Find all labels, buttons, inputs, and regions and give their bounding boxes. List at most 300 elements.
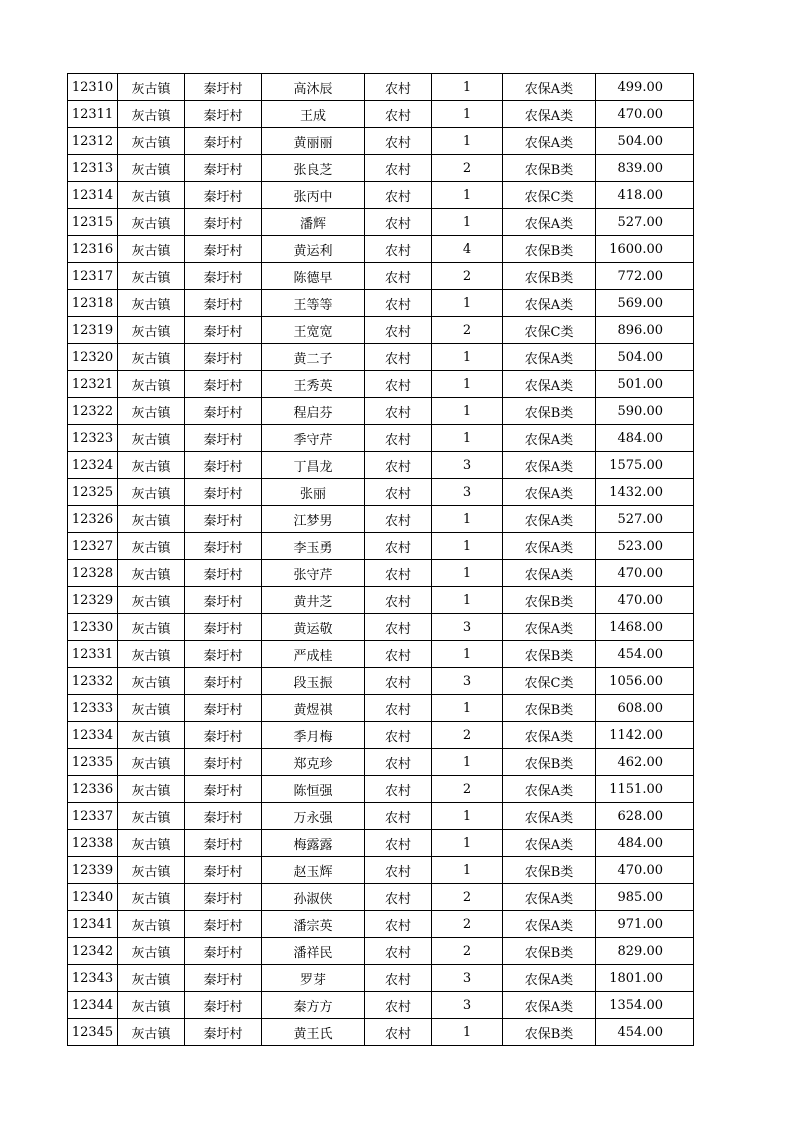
insurance-class-cell: 农保A类 [503, 74, 596, 101]
household-count-cell: 2 [432, 155, 503, 182]
area-type-cell: 农村 [365, 938, 432, 965]
record-number-cell: 12338 [68, 830, 118, 857]
table-row [68, 965, 694, 992]
insurance-class-cell: 农保B类 [503, 641, 596, 668]
record-number-cell: 12322 [68, 398, 118, 425]
area-type-cell: 农村 [365, 506, 432, 533]
record-number-cell: 12329 [68, 587, 118, 614]
table-row [68, 641, 694, 668]
insurance-class-cell: 农保B类 [503, 1019, 596, 1046]
village-name-cell: 秦圩村 [185, 317, 262, 344]
amount-cell: 590.00 [596, 398, 694, 425]
record-number-cell: 12319 [68, 317, 118, 344]
table-row [68, 236, 694, 263]
table-row [68, 884, 694, 911]
record-number-cell: 12317 [68, 263, 118, 290]
amount-cell: 504.00 [596, 128, 694, 155]
record-number-cell: 12342 [68, 938, 118, 965]
table-row [68, 992, 694, 1019]
household-count-cell: 3 [432, 668, 503, 695]
town-name-cell: 灰古镇 [118, 452, 185, 479]
person-name-cell: 秦方方 [262, 992, 365, 1019]
village-name-cell: 秦圩村 [185, 857, 262, 884]
table-row [68, 344, 694, 371]
insurance-class-cell: 农保A类 [503, 533, 596, 560]
amount-cell: 462.00 [596, 749, 694, 776]
village-name-cell: 秦圩村 [185, 803, 262, 830]
town-name-cell: 灰古镇 [118, 965, 185, 992]
household-count-cell: 1 [432, 344, 503, 371]
household-count-cell: 1 [432, 695, 503, 722]
person-name-cell: 黄二子 [262, 344, 365, 371]
town-name-cell: 灰古镇 [118, 479, 185, 506]
household-count-cell: 2 [432, 884, 503, 911]
village-name-cell: 秦圩村 [185, 371, 262, 398]
insurance-class-cell: 农保A类 [503, 722, 596, 749]
area-type-cell: 农村 [365, 884, 432, 911]
insurance-class-cell: 农保A类 [503, 803, 596, 830]
person-name-cell: 万永强 [262, 803, 365, 830]
town-name-cell: 灰古镇 [118, 317, 185, 344]
record-number-cell: 12316 [68, 236, 118, 263]
household-count-cell: 1 [432, 101, 503, 128]
area-type-cell: 农村 [365, 479, 432, 506]
area-type-cell: 农村 [365, 371, 432, 398]
person-name-cell: 丁昌龙 [262, 452, 365, 479]
table-row [68, 830, 694, 857]
table-row [68, 560, 694, 587]
table-row [68, 290, 694, 317]
record-number-cell: 12335 [68, 749, 118, 776]
household-count-cell: 1 [432, 533, 503, 560]
insurance-class-cell: 农保A类 [503, 884, 596, 911]
record-number-cell: 12343 [68, 965, 118, 992]
area-type-cell: 农村 [365, 776, 432, 803]
village-name-cell: 秦圩村 [185, 263, 262, 290]
village-name-cell: 秦圩村 [185, 776, 262, 803]
village-name-cell: 秦圩村 [185, 1019, 262, 1046]
table-row [68, 938, 694, 965]
person-name-cell: 梅露露 [262, 830, 365, 857]
amount-cell: 1468.00 [596, 614, 694, 641]
table-row [68, 479, 694, 506]
table-row [68, 317, 694, 344]
area-type-cell: 农村 [365, 263, 432, 290]
town-name-cell: 灰古镇 [118, 155, 185, 182]
household-count-cell: 3 [432, 479, 503, 506]
table-row [68, 425, 694, 452]
area-type-cell: 农村 [365, 398, 432, 425]
village-name-cell: 秦圩村 [185, 209, 262, 236]
household-count-cell: 4 [432, 236, 503, 263]
record-number-cell: 12337 [68, 803, 118, 830]
insurance-class-cell: 农保A类 [503, 479, 596, 506]
record-number-cell: 12318 [68, 290, 118, 317]
household-count-cell: 1 [432, 641, 503, 668]
area-type-cell: 农村 [365, 209, 432, 236]
household-count-cell: 1 [432, 830, 503, 857]
household-count-cell: 2 [432, 317, 503, 344]
town-name-cell: 灰古镇 [118, 182, 185, 209]
insurance-class-cell: 农保A类 [503, 830, 596, 857]
person-name-cell: 黄煜祺 [262, 695, 365, 722]
person-name-cell: 罗芽 [262, 965, 365, 992]
town-name-cell: 灰古镇 [118, 263, 185, 290]
area-type-cell: 农村 [365, 614, 432, 641]
table-row [68, 128, 694, 155]
table-row [68, 803, 694, 830]
table-row [68, 452, 694, 479]
person-name-cell: 王等等 [262, 290, 365, 317]
person-name-cell: 孙淑侠 [262, 884, 365, 911]
record-number-cell: 12315 [68, 209, 118, 236]
village-name-cell: 秦圩村 [185, 344, 262, 371]
town-name-cell: 灰古镇 [118, 74, 185, 101]
insurance-class-cell: 农保B类 [503, 587, 596, 614]
household-count-cell: 2 [432, 263, 503, 290]
area-type-cell: 农村 [365, 560, 432, 587]
area-type-cell: 农村 [365, 425, 432, 452]
town-name-cell: 灰古镇 [118, 641, 185, 668]
household-count-cell: 1 [432, 398, 503, 425]
insurance-class-cell: 农保A类 [503, 425, 596, 452]
amount-cell: 523.00 [596, 533, 694, 560]
record-number-cell: 12323 [68, 425, 118, 452]
table-row [68, 506, 694, 533]
household-count-cell: 1 [432, 209, 503, 236]
record-number-cell: 12325 [68, 479, 118, 506]
village-name-cell: 秦圩村 [185, 749, 262, 776]
town-name-cell: 灰古镇 [118, 749, 185, 776]
insurance-class-cell: 农保B类 [503, 857, 596, 884]
insurance-class-cell: 农保C类 [503, 668, 596, 695]
area-type-cell: 农村 [365, 74, 432, 101]
insurance-class-cell: 农保B类 [503, 398, 596, 425]
area-type-cell: 农村 [365, 641, 432, 668]
amount-cell: 985.00 [596, 884, 694, 911]
village-name-cell: 秦圩村 [185, 695, 262, 722]
village-name-cell: 秦圩村 [185, 884, 262, 911]
table-row [68, 398, 694, 425]
record-number-cell: 12327 [68, 533, 118, 560]
person-name-cell: 李玉勇 [262, 533, 365, 560]
amount-cell: 1575.00 [596, 452, 694, 479]
person-name-cell: 程启芬 [262, 398, 365, 425]
town-name-cell: 灰古镇 [118, 668, 185, 695]
town-name-cell: 灰古镇 [118, 722, 185, 749]
insurance-class-cell: 农保C类 [503, 317, 596, 344]
person-name-cell: 高沐辰 [262, 74, 365, 101]
person-name-cell: 季月梅 [262, 722, 365, 749]
village-name-cell: 秦圩村 [185, 911, 262, 938]
town-name-cell: 灰古镇 [118, 533, 185, 560]
record-number-cell: 12336 [68, 776, 118, 803]
amount-cell: 1056.00 [596, 668, 694, 695]
town-name-cell: 灰古镇 [118, 371, 185, 398]
town-name-cell: 灰古镇 [118, 614, 185, 641]
amount-cell: 418.00 [596, 182, 694, 209]
record-number-cell: 12312 [68, 128, 118, 155]
town-name-cell: 灰古镇 [118, 992, 185, 1019]
table-row [68, 101, 694, 128]
town-name-cell: 灰古镇 [118, 101, 185, 128]
household-count-cell: 1 [432, 182, 503, 209]
town-name-cell: 灰古镇 [118, 830, 185, 857]
table-row [68, 263, 694, 290]
insurance-class-cell: 农保A类 [503, 614, 596, 641]
person-name-cell: 潘宗英 [262, 911, 365, 938]
person-name-cell: 黄王氏 [262, 1019, 365, 1046]
town-name-cell: 灰古镇 [118, 803, 185, 830]
town-name-cell: 灰古镇 [118, 560, 185, 587]
village-name-cell: 秦圩村 [185, 938, 262, 965]
table-row [68, 614, 694, 641]
amount-cell: 499.00 [596, 74, 694, 101]
table-row [68, 587, 694, 614]
household-count-cell: 2 [432, 911, 503, 938]
insurance-class-cell: 农保A类 [503, 101, 596, 128]
insurance-class-cell: 农保B类 [503, 263, 596, 290]
insurance-class-cell: 农保B类 [503, 695, 596, 722]
area-type-cell: 农村 [365, 749, 432, 776]
area-type-cell: 农村 [365, 236, 432, 263]
table-row [68, 722, 694, 749]
town-name-cell: 灰古镇 [118, 884, 185, 911]
amount-cell: 484.00 [596, 830, 694, 857]
village-name-cell: 秦圩村 [185, 479, 262, 506]
insurance-class-cell: 农保A类 [503, 344, 596, 371]
area-type-cell: 农村 [365, 155, 432, 182]
town-name-cell: 灰古镇 [118, 938, 185, 965]
town-name-cell: 灰古镇 [118, 236, 185, 263]
area-type-cell: 农村 [365, 101, 432, 128]
village-name-cell: 秦圩村 [185, 722, 262, 749]
table-row [68, 209, 694, 236]
area-type-cell: 农村 [365, 965, 432, 992]
record-number-cell: 12341 [68, 911, 118, 938]
record-number-cell: 12331 [68, 641, 118, 668]
household-count-cell: 1 [432, 425, 503, 452]
record-number-cell: 12311 [68, 101, 118, 128]
record-number-cell: 12330 [68, 614, 118, 641]
household-count-cell: 1 [432, 1019, 503, 1046]
area-type-cell: 农村 [365, 695, 432, 722]
village-name-cell: 秦圩村 [185, 560, 262, 587]
household-count-cell: 1 [432, 749, 503, 776]
amount-cell: 470.00 [596, 101, 694, 128]
person-name-cell: 黄运利 [262, 236, 365, 263]
area-type-cell: 农村 [365, 290, 432, 317]
table-row [68, 749, 694, 776]
insurance-class-cell: 农保A类 [503, 560, 596, 587]
area-type-cell: 农村 [365, 911, 432, 938]
household-count-cell: 1 [432, 803, 503, 830]
village-name-cell: 秦圩村 [185, 668, 262, 695]
village-name-cell: 秦圩村 [185, 425, 262, 452]
town-name-cell: 灰古镇 [118, 398, 185, 425]
record-number-cell: 12332 [68, 668, 118, 695]
village-name-cell: 秦圩村 [185, 830, 262, 857]
village-name-cell: 秦圩村 [185, 614, 262, 641]
records-table [67, 73, 694, 1046]
person-name-cell: 严成桂 [262, 641, 365, 668]
record-number-cell: 12321 [68, 371, 118, 398]
area-type-cell: 农村 [365, 803, 432, 830]
town-name-cell: 灰古镇 [118, 290, 185, 317]
record-number-cell: 12345 [68, 1019, 118, 1046]
town-name-cell: 灰古镇 [118, 587, 185, 614]
insurance-class-cell: 农保A类 [503, 992, 596, 1019]
town-name-cell: 灰古镇 [118, 776, 185, 803]
area-type-cell: 农村 [365, 533, 432, 560]
insurance-class-cell: 农保B类 [503, 236, 596, 263]
amount-cell: 454.00 [596, 641, 694, 668]
household-count-cell: 1 [432, 857, 503, 884]
person-name-cell: 王成 [262, 101, 365, 128]
table-row [68, 776, 694, 803]
amount-cell: 569.00 [596, 290, 694, 317]
record-number-cell: 12334 [68, 722, 118, 749]
household-count-cell: 1 [432, 290, 503, 317]
village-name-cell: 秦圩村 [185, 452, 262, 479]
amount-cell: 896.00 [596, 317, 694, 344]
household-count-cell: 1 [432, 506, 503, 533]
table-row [68, 857, 694, 884]
person-name-cell: 张守芹 [262, 560, 365, 587]
village-name-cell: 秦圩村 [185, 506, 262, 533]
record-number-cell: 12340 [68, 884, 118, 911]
record-number-cell: 12320 [68, 344, 118, 371]
amount-cell: 470.00 [596, 587, 694, 614]
insurance-class-cell: 农保B类 [503, 155, 596, 182]
household-count-cell: 1 [432, 128, 503, 155]
amount-cell: 1151.00 [596, 776, 694, 803]
village-name-cell: 秦圩村 [185, 74, 262, 101]
person-name-cell: 张良芝 [262, 155, 365, 182]
record-number-cell: 12324 [68, 452, 118, 479]
table-row [68, 533, 694, 560]
person-name-cell: 王秀英 [262, 371, 365, 398]
amount-cell: 1432.00 [596, 479, 694, 506]
insurance-class-cell: 农保A类 [503, 776, 596, 803]
record-number-cell: 12310 [68, 74, 118, 101]
amount-cell: 484.00 [596, 425, 694, 452]
town-name-cell: 灰古镇 [118, 506, 185, 533]
person-name-cell: 潘祥民 [262, 938, 365, 965]
table-row [68, 155, 694, 182]
town-name-cell: 灰古镇 [118, 911, 185, 938]
person-name-cell: 江梦男 [262, 506, 365, 533]
village-name-cell: 秦圩村 [185, 992, 262, 1019]
record-number-cell: 12313 [68, 155, 118, 182]
record-number-cell: 12333 [68, 695, 118, 722]
village-name-cell: 秦圩村 [185, 290, 262, 317]
household-count-cell: 3 [432, 992, 503, 1019]
records-body [68, 74, 694, 1046]
area-type-cell: 农村 [365, 1019, 432, 1046]
table-row [68, 911, 694, 938]
amount-cell: 1354.00 [596, 992, 694, 1019]
village-name-cell: 秦圩村 [185, 398, 262, 425]
area-type-cell: 农村 [365, 857, 432, 884]
amount-cell: 1600.00 [596, 236, 694, 263]
amount-cell: 608.00 [596, 695, 694, 722]
table-row [68, 1019, 694, 1046]
village-name-cell: 秦圩村 [185, 236, 262, 263]
insurance-class-cell: 农保B类 [503, 938, 596, 965]
insurance-class-cell: 农保A类 [503, 371, 596, 398]
household-count-cell: 3 [432, 965, 503, 992]
record-number-cell: 12339 [68, 857, 118, 884]
village-name-cell: 秦圩村 [185, 101, 262, 128]
household-count-cell: 1 [432, 587, 503, 614]
amount-cell: 501.00 [596, 371, 694, 398]
amount-cell: 527.00 [596, 209, 694, 236]
household-count-cell: 2 [432, 776, 503, 803]
area-type-cell: 农村 [365, 128, 432, 155]
person-name-cell: 郑克珍 [262, 749, 365, 776]
table-row [68, 668, 694, 695]
town-name-cell: 灰古镇 [118, 209, 185, 236]
person-name-cell: 黄丽丽 [262, 128, 365, 155]
table-row [68, 74, 694, 101]
person-name-cell: 张丙中 [262, 182, 365, 209]
household-count-cell: 3 [432, 614, 503, 641]
household-count-cell: 2 [432, 722, 503, 749]
amount-cell: 839.00 [596, 155, 694, 182]
table-row [68, 182, 694, 209]
insurance-class-cell: 农保B类 [503, 749, 596, 776]
person-name-cell: 季守芹 [262, 425, 365, 452]
area-type-cell: 农村 [365, 587, 432, 614]
amount-cell: 470.00 [596, 857, 694, 884]
person-name-cell: 张丽 [262, 479, 365, 506]
household-count-cell: 1 [432, 74, 503, 101]
insurance-class-cell: 农保A类 [503, 290, 596, 317]
village-name-cell: 秦圩村 [185, 182, 262, 209]
amount-cell: 470.00 [596, 560, 694, 587]
amount-cell: 628.00 [596, 803, 694, 830]
area-type-cell: 农村 [365, 344, 432, 371]
village-name-cell: 秦圩村 [185, 155, 262, 182]
village-name-cell: 秦圩村 [185, 128, 262, 155]
area-type-cell: 农村 [365, 668, 432, 695]
amount-cell: 971.00 [596, 911, 694, 938]
town-name-cell: 灰古镇 [118, 425, 185, 452]
person-name-cell: 黄运敬 [262, 614, 365, 641]
area-type-cell: 农村 [365, 452, 432, 479]
record-number-cell: 12328 [68, 560, 118, 587]
town-name-cell: 灰古镇 [118, 1019, 185, 1046]
person-name-cell: 赵玉辉 [262, 857, 365, 884]
insurance-class-cell: 农保A类 [503, 506, 596, 533]
amount-cell: 1801.00 [596, 965, 694, 992]
record-number-cell: 12314 [68, 182, 118, 209]
town-name-cell: 灰古镇 [118, 857, 185, 884]
amount-cell: 1142.00 [596, 722, 694, 749]
household-count-cell: 1 [432, 371, 503, 398]
person-name-cell: 陈德早 [262, 263, 365, 290]
village-name-cell: 秦圩村 [185, 533, 262, 560]
person-name-cell: 陈恒强 [262, 776, 365, 803]
person-name-cell: 潘辉 [262, 209, 365, 236]
area-type-cell: 农村 [365, 992, 432, 1019]
village-name-cell: 秦圩村 [185, 965, 262, 992]
household-count-cell: 1 [432, 560, 503, 587]
insurance-class-cell: 农保A类 [503, 965, 596, 992]
amount-cell: 829.00 [596, 938, 694, 965]
record-number-cell: 12344 [68, 992, 118, 1019]
